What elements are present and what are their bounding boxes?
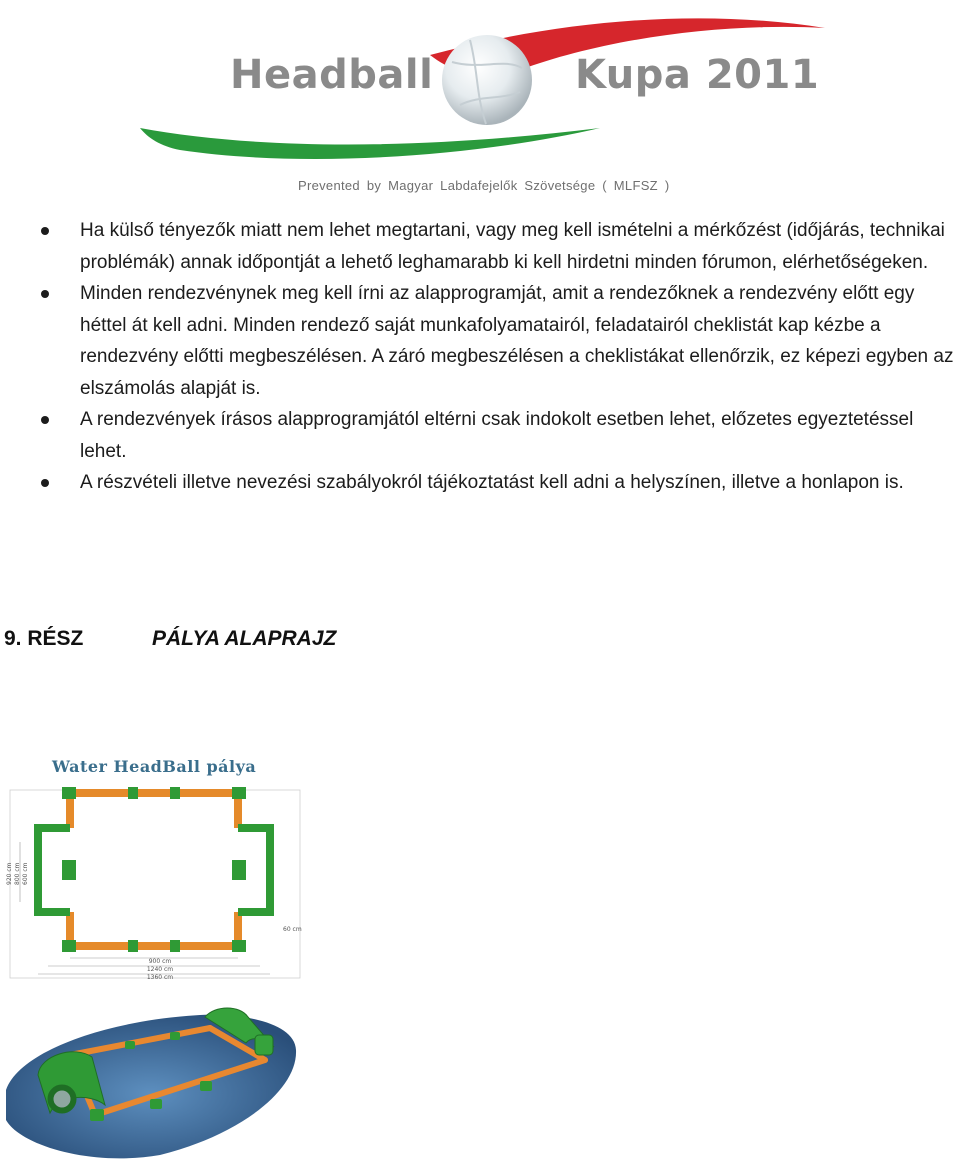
plan-title: Water HeadBall pálya [52,757,257,776]
dim-label: 920 cm [6,862,13,885]
bullet-item [0,404,960,467]
prevented-by-line: Prevented by Magyar Labdafejelők Szövetsége ( MLFSZ ) [298,178,670,193]
bullet-dot-icon [41,416,49,424]
dim-label: 60 cm [283,926,302,933]
floor-plan [0,750,320,990]
pool-render-drawing [0,995,300,1161]
ball-icon [442,35,532,125]
bullet-item [0,278,960,404]
pool-3d-render [0,995,300,1161]
dim-label: 600 cm [22,862,29,885]
section-title: PÁLYA ALAPRAJZ [152,627,337,650]
bullet-dot-icon [41,227,49,235]
bullet-item [0,215,960,278]
logo-kupa: Kupa 2011 [575,52,820,98]
dim-label: 1240 cm [146,966,174,973]
dim-label: 800 cm [14,862,21,885]
bullet-text: Minden rendezvénynek meg kell írni az alapprogramját, amit a rendezőknek a rendezvény előtt egy héttel át kell adni. Minden rendező saját munkafolyamatairól, feladatairól cheklistát kap kézbe a rendezvény előtti megbeszélésen. A záró megbeszélésen a cheklistákat ellenőrzik, ez képezi egyben az elszámolás alapját is. [80,283,954,399]
green-swoosh [140,128,600,159]
section-heading [4,627,336,651]
section-number: 9. RÉSZ [4,627,84,650]
header-logo [0,0,960,205]
bullet-dot-icon [41,479,49,487]
plan-drawing [0,750,320,990]
bullet-item [0,467,960,499]
bullet-list [0,215,960,499]
dim-label: 1360 cm [146,974,174,981]
bullet-text: A rendezvények írásos alapprogramjától eltérni csak indokolt esetben lehet, előzetes egyeztetéssel lehet. [80,409,914,462]
bullet-text: Ha külső tényezők miatt nem lehet megtartani, vagy meg kell ismételni a mérkőzést (időjárás, technikai problémák) annak időpontját a lehető leghamarabb ki kell hirdetni minden fórumon, elérhetőségeken. [80,220,945,273]
logo-graphic [0,0,960,205]
dim-label: 900 cm [148,958,172,965]
bullet-dot-icon [41,290,49,298]
bullet-text: A részvételi illetve nevezési szabályokról tájékoztatást kell adni a helyszínen, illetve a honlapon is. [80,472,904,493]
logo-headball: Headball [230,52,434,98]
